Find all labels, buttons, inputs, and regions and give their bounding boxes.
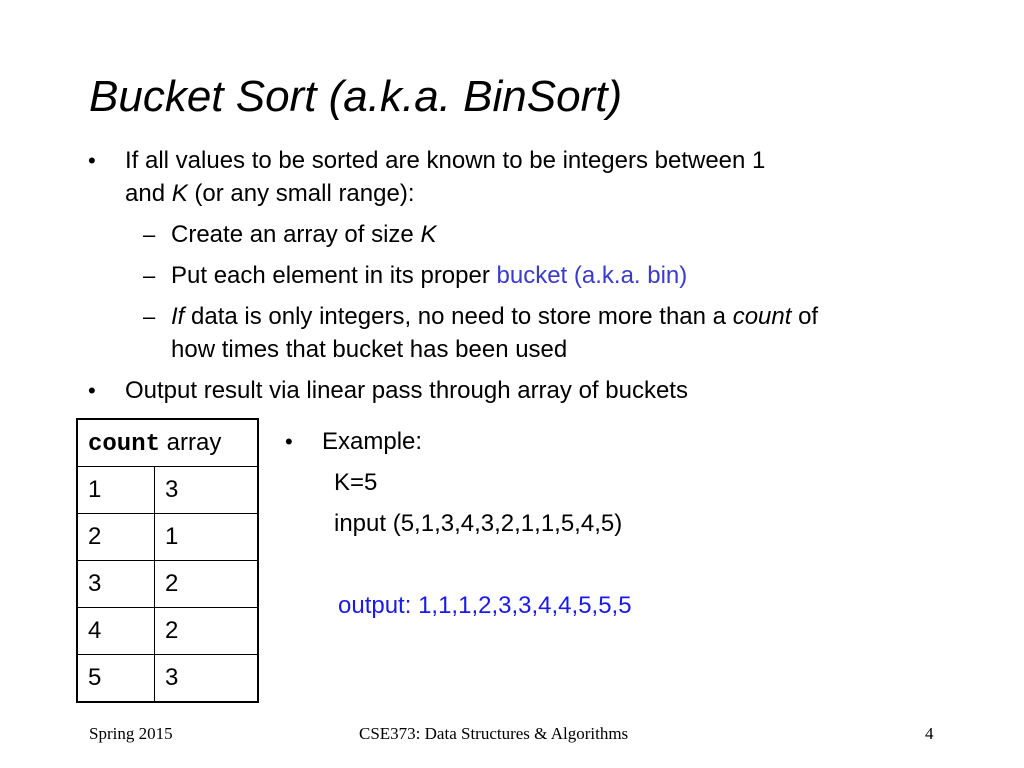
bullet-marker: • <box>88 378 96 403</box>
table-row <box>77 561 258 608</box>
bucket-index: 1 <box>77 467 155 514</box>
bucket-count: 2 <box>155 608 259 655</box>
bucket-index: 5 <box>77 655 155 703</box>
bullet-1-line-1: If all values to be sorted are known to be integers between 1 <box>125 147 766 174</box>
sub-3-mid: data is only integers, no need to store more than a <box>184 303 733 330</box>
dash-marker: – <box>143 222 156 247</box>
sub-2-text: Put each element in its proper <box>171 262 497 289</box>
table-header-row <box>77 419 258 467</box>
example-input: input (5,1,3,4,3,2,1,1,5,4,5) <box>334 510 623 537</box>
table-header-text: array <box>160 428 222 456</box>
dash-marker: – <box>143 263 156 288</box>
bullet-1-line-2 <box>125 177 414 211</box>
bucket-count: 2 <box>155 561 259 608</box>
sub-3-count: count <box>732 303 792 330</box>
table-row <box>77 655 258 703</box>
sub-bullet-1 <box>171 218 436 252</box>
bullet-1-k: K <box>171 180 188 207</box>
sub-bullet-3-line-1 <box>171 300 818 334</box>
sub-3-if: If <box>171 303 185 330</box>
sub-bullet-2 <box>171 259 687 293</box>
example-label: Example: <box>322 428 423 455</box>
footer-date: Spring 2015 <box>89 724 173 743</box>
table-row <box>77 467 258 514</box>
bucket-count: 3 <box>155 655 259 703</box>
table-row <box>77 608 258 655</box>
bullet-1-text-pre: and <box>125 180 172 207</box>
dash-marker: – <box>143 304 156 329</box>
bucket-term: bucket (a.k.a. bin) <box>496 262 688 289</box>
slide-title: Bucket Sort (a.k.a. BinSort) <box>89 72 623 121</box>
example-k: K=5 <box>334 469 378 496</box>
bullet-marker: • <box>88 148 96 173</box>
bullet-marker: • <box>285 429 293 454</box>
bullet-2: Output result via linear pass through array of buckets <box>125 377 688 404</box>
bucket-count: 3 <box>155 467 259 514</box>
bucket-index: 4 <box>77 608 155 655</box>
count-code: count <box>88 430 161 458</box>
sub-1-text: Create an array of size <box>171 221 421 248</box>
footer-course: CSE373: Data Structures & Algorithms <box>359 724 629 743</box>
sub-1-k: K <box>420 221 437 248</box>
table-header <box>77 419 258 467</box>
bullet-1-text-post: (or any small range): <box>187 180 415 207</box>
sub-bullet-3-line-2: how times that bucket has been used <box>171 336 568 363</box>
count-array-table <box>76 418 259 703</box>
bucket-index: 3 <box>77 561 155 608</box>
sub-3-end: of <box>791 303 819 330</box>
bucket-index: 2 <box>77 514 155 561</box>
bucket-count: 1 <box>155 514 259 561</box>
table-row <box>77 514 258 561</box>
slide-number: 4 <box>925 724 934 743</box>
example-output: output: 1,1,1,2,3,3,4,4,5,5,5 <box>338 592 632 619</box>
